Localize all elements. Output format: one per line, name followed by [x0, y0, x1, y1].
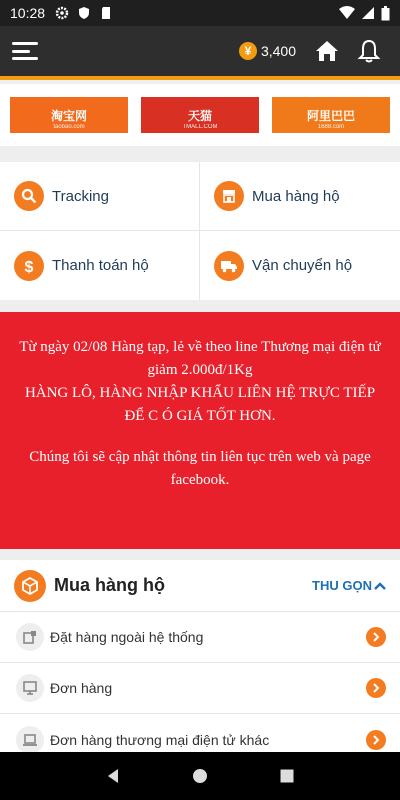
section-title: Mua hàng hộ: [54, 575, 165, 595]
box-icon: [14, 570, 46, 602]
list-item-ecommerce-orders[interactable]: Đơn hàng thương mại điện tử khác: [0, 714, 400, 765]
battery-icon: [381, 6, 390, 21]
announcement-banner: [0, 312, 400, 549]
tmall-banner[interactable]: 天猫 TMALL.COM: [141, 97, 259, 133]
service-label: Vận chuyển hộ: [252, 257, 353, 274]
back-icon[interactable]: [105, 768, 121, 784]
service-payment[interactable]: [0, 231, 200, 300]
service-shipping[interactable]: [200, 231, 400, 300]
menu-icon: [12, 42, 38, 45]
status-bar: [0, 0, 400, 26]
search-icon: [14, 181, 44, 211]
status-time: 10:28: [10, 5, 46, 21]
collapse-button[interactable]: THU GỌN: [312, 578, 386, 593]
settings-icon: [55, 6, 69, 20]
home-nav-icon[interactable]: [192, 768, 208, 784]
section-header: [0, 560, 400, 612]
wifi-icon: [339, 6, 355, 20]
sd-card-icon: [99, 6, 113, 20]
svg-text:$: $: [24, 258, 34, 275]
app-bar: [0, 26, 400, 80]
monitor-icon: [16, 674, 44, 702]
service-label: Tracking: [52, 187, 109, 205]
service-buy-for-me[interactable]: [200, 162, 400, 231]
coin-icon: ¥: [239, 42, 257, 60]
service-tracking[interactable]: [0, 162, 200, 231]
chevron-right-icon: [366, 627, 386, 647]
announcement-text: Từ ngày 02/08 Hàng tạp, lẻ về theo line Thương mại điện tử giảm 2.000đ/1Kg: [19, 339, 381, 378]
service-label: Thanh toán hộ: [52, 257, 149, 274]
shield-icon: [77, 6, 91, 20]
external-order-icon: [16, 623, 44, 651]
home-icon[interactable]: [314, 38, 340, 64]
menu-button[interactable]: [12, 39, 42, 63]
list-item-external-order[interactable]: Đặt hàng ngoài hệ thống: [0, 612, 400, 663]
marketplace-banners: [0, 84, 400, 146]
service-grid: [0, 162, 400, 300]
service-label: Mua hàng hộ: [252, 187, 340, 205]
recents-icon[interactable]: [279, 768, 295, 784]
store-icon: [214, 181, 244, 211]
taobao-banner[interactable]: 淘宝网 taobao.com: [10, 97, 128, 133]
announcement-text: HÀNG LÔ, HÀNG NHẬP KHẨU LIÊN HỆ TRỰC TIẾP ĐỂ C Ó GIÁ TỐT HƠN.: [24, 385, 376, 424]
buy-for-me-section: [0, 560, 400, 752]
laptop-icon: [16, 726, 44, 754]
alibaba-banner[interactable]: 阿里巴巴 1688.com: [272, 97, 390, 133]
announcement-text: Chúng tôi sẽ cập nhật thông tin liên tục trên web và page facebook.: [29, 449, 371, 488]
truck-icon: [214, 251, 244, 281]
list-item-orders[interactable]: Đơn hàng: [0, 663, 400, 714]
bell-icon[interactable]: [356, 38, 382, 64]
chevron-up-icon: [374, 581, 386, 591]
wallet-balance[interactable]: 3,400: [260, 43, 296, 59]
system-nav-bar: [0, 752, 400, 800]
chevron-right-icon: [366, 678, 386, 698]
signal-icon: [361, 6, 375, 20]
dollar-icon: [14, 251, 44, 281]
chevron-right-icon: [366, 730, 386, 750]
